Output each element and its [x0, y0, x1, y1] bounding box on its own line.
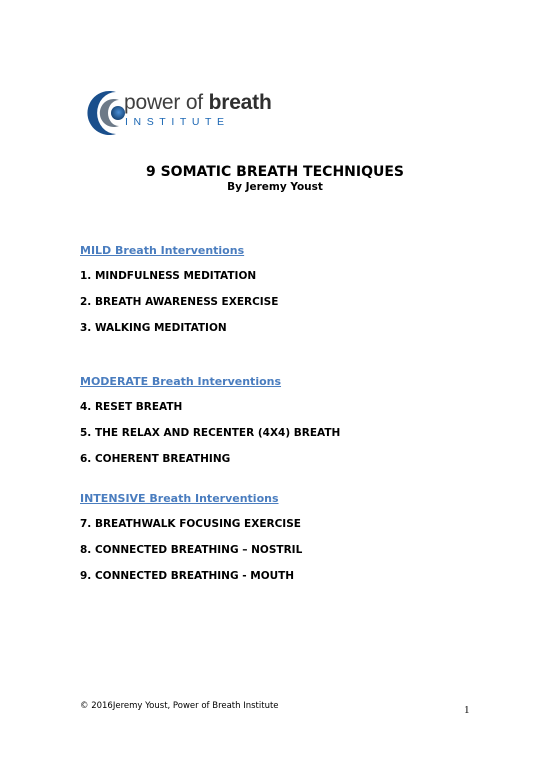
list-item: 1. MINDFULNESS MEDITATION	[80, 270, 257, 282]
list-item: 4. RESET BREATH	[80, 401, 183, 413]
list-item: 3. WALKING MEDITATION	[80, 322, 227, 334]
footer-copyright: © 2016Jeremy Youst, Power of Breath Institute	[80, 701, 279, 711]
brand-subtitle: INSTITUTE	[125, 116, 230, 128]
brand-name: power of breath	[124, 91, 272, 114]
document-author: By Jeremy Youst	[227, 181, 323, 193]
page-number: 1	[464, 704, 470, 716]
list-item: 5. THE RELAX AND RECENTER (4X4) BREATH	[80, 427, 341, 439]
list-item: 9. CONNECTED BREATHING - MOUTH	[80, 570, 295, 582]
list-item: 7. BREATHWALK FOCUSING EXERCISE	[80, 518, 301, 530]
section-heading-intensive[interactable]: INTENSIVE Breath Interventions	[80, 492, 279, 505]
section-heading-moderate[interactable]: MODERATE Breath Interventions	[80, 375, 282, 388]
list-item: 2. BREATH AWARENESS EXERCISE	[80, 296, 279, 308]
list-item: 6. COHERENT BREATHING	[80, 453, 231, 465]
section-heading-mild[interactable]: MILD Breath Interventions	[80, 244, 245, 257]
document-title: 9 SOMATIC BREATH TECHNIQUES	[145, 164, 405, 180]
list-item: 8. CONNECTED BREATHING – NOSTRIL	[80, 544, 303, 556]
